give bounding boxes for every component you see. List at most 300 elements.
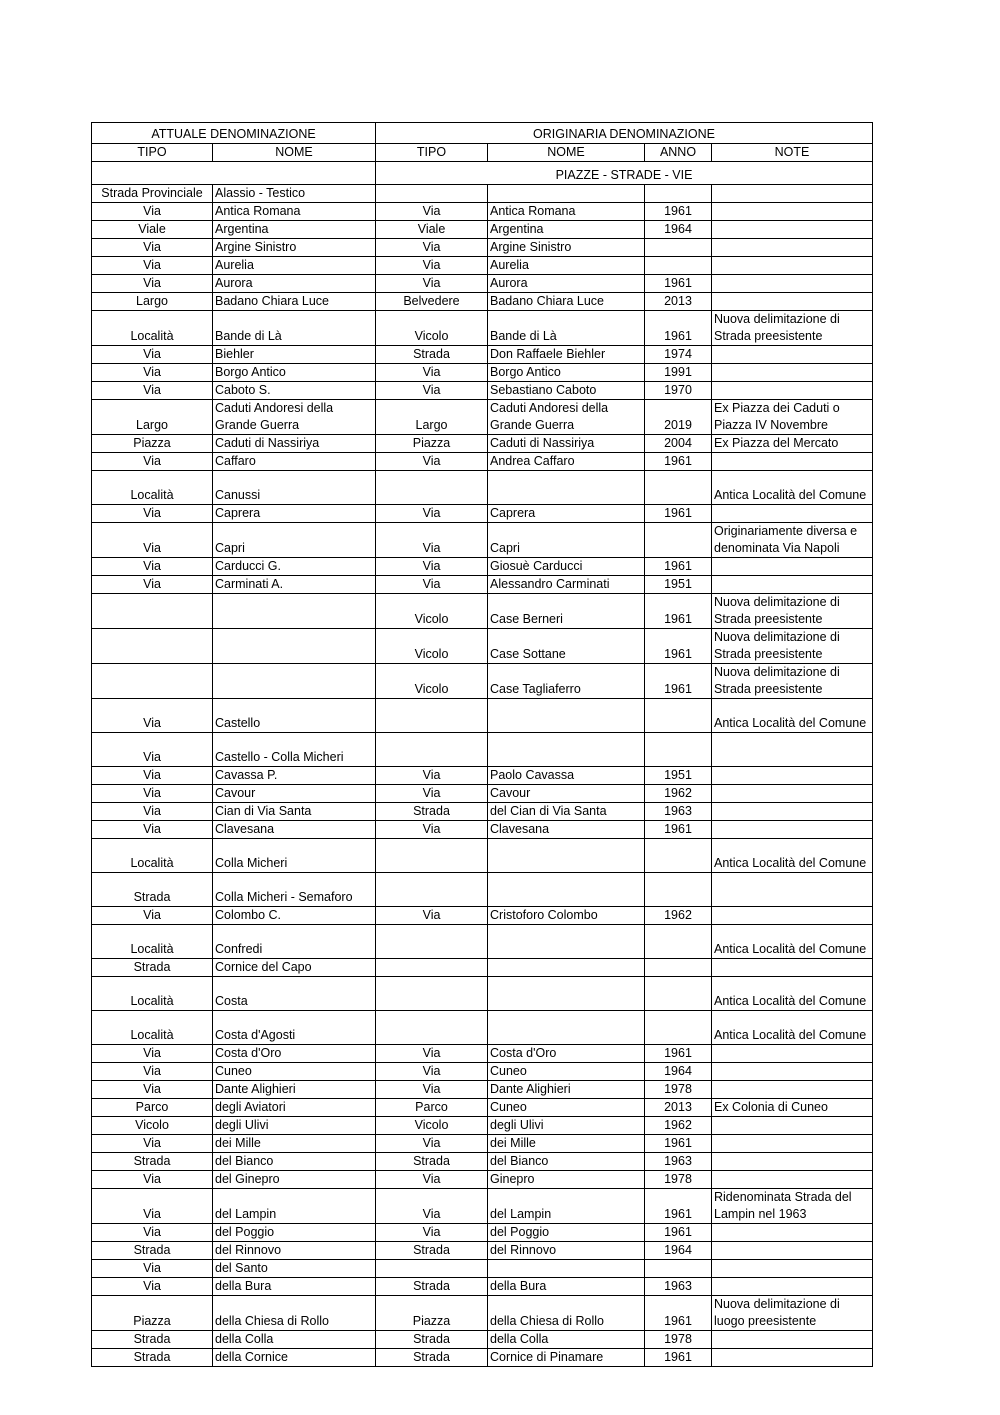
notes-cell: Ex Colonia di Cuneo (712, 1099, 873, 1117)
current-type-cell: Via (92, 1135, 213, 1153)
notes-cell (712, 1081, 873, 1099)
table-row (92, 977, 873, 1011)
current-type-cell: Parco (92, 1099, 213, 1117)
notes-cell (712, 959, 873, 977)
notes-cell (712, 453, 873, 471)
original-type-cell: Via (376, 203, 488, 221)
original-name-cell (488, 977, 645, 1011)
original-name-cell: Andrea Caffaro (488, 453, 645, 471)
notes-cell (712, 257, 873, 275)
original-name-cell: Case Tagliaferro (488, 664, 645, 699)
notes-cell (712, 558, 873, 576)
current-type-cell: Strada (92, 873, 213, 907)
year-cell (645, 1260, 712, 1278)
notes-cell (712, 203, 873, 221)
current-type-cell (92, 664, 213, 699)
year-cell (645, 185, 712, 203)
original-type-cell: Parco (376, 1099, 488, 1117)
current-type-cell: Via (92, 239, 213, 257)
current-name-cell: della Chiesa di Rollo (213, 1296, 376, 1331)
original-type-cell: Via (376, 257, 488, 275)
notes-cell: Antica Località del Comune (712, 699, 873, 733)
notes-cell (712, 1063, 873, 1081)
current-type-cell: Località (92, 977, 213, 1011)
notes-cell (712, 907, 873, 925)
col-header-year: ANNO (645, 144, 712, 162)
original-type-cell: Vicolo (376, 311, 488, 346)
year-cell: 1951 (645, 576, 712, 594)
notes-cell: Nuova delimitazione di Strada preesistente (712, 594, 873, 629)
table-row (92, 664, 873, 699)
current-name-cell: del Ginepro (213, 1171, 376, 1189)
original-type-cell: Via (376, 364, 488, 382)
original-type-cell: Vicolo (376, 594, 488, 629)
current-name-cell: Clavesana (213, 821, 376, 839)
year-cell (645, 925, 712, 959)
original-name-cell: Clavesana (488, 821, 645, 839)
original-type-cell: Via (376, 1081, 488, 1099)
notes-cell (712, 1117, 873, 1135)
original-name-cell: Caduti Andoresi della Grande Guerra (488, 400, 645, 435)
original-type-cell: Strada (376, 1278, 488, 1296)
year-cell: 1978 (645, 1081, 712, 1099)
notes-cell: Antica Località del Comune (712, 925, 873, 959)
current-type-cell: Viale (92, 221, 213, 239)
year-cell: 1961 (645, 505, 712, 523)
year-cell: 1964 (645, 1242, 712, 1260)
table-row (92, 1135, 873, 1153)
table-row (92, 257, 873, 275)
notes-cell: Antica Località del Comune (712, 977, 873, 1011)
current-type-cell: Largo (92, 293, 213, 311)
original-type-cell: Via (376, 785, 488, 803)
original-name-cell (488, 925, 645, 959)
current-name-cell: della Colla (213, 1331, 376, 1349)
original-type-cell: Via (376, 821, 488, 839)
year-cell (645, 977, 712, 1011)
year-cell: 1970 (645, 382, 712, 400)
current-type-cell: Piazza (92, 1296, 213, 1331)
table-row (92, 873, 873, 907)
current-name-cell: Colla Micheri - Semaforo (213, 873, 376, 907)
year-cell: 1961 (645, 275, 712, 293)
original-name-cell: Cornice di Pinamare (488, 1349, 645, 1367)
notes-cell: Antica Località del Comune (712, 839, 873, 873)
current-type-cell: Località (92, 1011, 213, 1045)
original-type-cell: Vicolo (376, 664, 488, 699)
notes-cell (712, 1278, 873, 1296)
current-type-cell: Via (92, 1278, 213, 1296)
original-name-cell: degli Ulivi (488, 1117, 645, 1135)
current-denomination-header: ATTUALE DENOMINAZIONE (92, 123, 376, 144)
notes-cell (712, 1153, 873, 1171)
current-name-cell: Argentina (213, 221, 376, 239)
notes-cell: Antica Località del Comune (712, 471, 873, 505)
group-header-row (92, 123, 873, 144)
table-row (92, 785, 873, 803)
year-cell (645, 733, 712, 767)
table-row (92, 821, 873, 839)
current-name-cell: della Bura (213, 1278, 376, 1296)
notes-cell (712, 821, 873, 839)
original-name-cell (488, 185, 645, 203)
original-type-cell: Strada (376, 1153, 488, 1171)
table-row (92, 1081, 873, 1099)
col-header-current-type: TIPO (92, 144, 213, 162)
year-cell (645, 1011, 712, 1045)
section-title: PIAZZE - STRADE - VIE (376, 162, 873, 185)
original-name-cell: Case Sottane (488, 629, 645, 664)
table-row (92, 1171, 873, 1189)
current-type-cell: Via (92, 1260, 213, 1278)
notes-cell (712, 1260, 873, 1278)
notes-cell (712, 1331, 873, 1349)
original-name-cell: del Cian di Via Santa (488, 803, 645, 821)
notes-cell (712, 576, 873, 594)
original-type-cell (376, 733, 488, 767)
table-row (92, 311, 873, 346)
original-name-cell: Cristoforo Colombo (488, 907, 645, 925)
year-cell: 2013 (645, 293, 712, 311)
year-cell: 1974 (645, 346, 712, 364)
table-body (92, 185, 873, 1367)
original-name-cell (488, 699, 645, 733)
year-cell (645, 699, 712, 733)
original-name-cell: Aurora (488, 275, 645, 293)
current-name-cell: Colombo C. (213, 907, 376, 925)
current-type-cell: Località (92, 471, 213, 505)
original-type-cell (376, 873, 488, 907)
original-type-cell (376, 699, 488, 733)
current-name-cell: dei Mille (213, 1135, 376, 1153)
original-name-cell: del Poggio (488, 1224, 645, 1242)
current-name-cell: Carducci G. (213, 558, 376, 576)
current-name-cell: Antica Romana (213, 203, 376, 221)
original-type-cell: Via (376, 767, 488, 785)
notes-cell (712, 382, 873, 400)
current-name-cell: Costa d'Oro (213, 1045, 376, 1063)
current-name-cell: del Rinnovo (213, 1242, 376, 1260)
notes-cell: Ex Piazza del Mercato (712, 435, 873, 453)
current-type-cell: Strada Provinciale (92, 185, 213, 203)
original-name-cell: Giosuè Carducci (488, 558, 645, 576)
table-row (92, 1260, 873, 1278)
notes-cell (712, 239, 873, 257)
original-type-cell: Via (376, 576, 488, 594)
table-row (92, 959, 873, 977)
current-type-cell: Via (92, 803, 213, 821)
original-name-cell: Cuneo (488, 1063, 645, 1081)
table-row (92, 839, 873, 873)
current-type-cell: Strada (92, 959, 213, 977)
notes-cell (712, 803, 873, 821)
original-name-cell (488, 733, 645, 767)
current-name-cell: Costa d'Agosti (213, 1011, 376, 1045)
original-name-cell: Dante Alighieri (488, 1081, 645, 1099)
year-cell: 1991 (645, 364, 712, 382)
original-name-cell: della Bura (488, 1278, 645, 1296)
notes-cell (712, 767, 873, 785)
current-type-cell: Via (92, 453, 213, 471)
original-type-cell: Strada (376, 1331, 488, 1349)
notes-cell (712, 1349, 873, 1367)
original-name-cell (488, 839, 645, 873)
year-cell: 1961 (645, 453, 712, 471)
year-cell: 1951 (645, 767, 712, 785)
notes-cell (712, 873, 873, 907)
year-cell: 1961 (645, 558, 712, 576)
current-type-cell: Località (92, 925, 213, 959)
notes-cell (712, 364, 873, 382)
current-type-cell: Via (92, 1224, 213, 1242)
current-type-cell: Località (92, 839, 213, 873)
current-name-cell: della Cornice (213, 1349, 376, 1367)
current-name-cell: Confredi (213, 925, 376, 959)
table-row (92, 382, 873, 400)
original-type-cell (376, 471, 488, 505)
table-row (92, 203, 873, 221)
current-type-cell: Via (92, 346, 213, 364)
table-row (92, 1189, 873, 1224)
table-row (92, 1331, 873, 1349)
current-name-cell: Caffaro (213, 453, 376, 471)
current-type-cell: Via (92, 1171, 213, 1189)
current-name-cell: Caboto S. (213, 382, 376, 400)
year-cell: 1964 (645, 221, 712, 239)
current-name-cell: Caduti Andoresi della Grande Guerra (213, 400, 376, 435)
original-type-cell (376, 977, 488, 1011)
notes-cell (712, 1224, 873, 1242)
current-name-cell: Cavassa P. (213, 767, 376, 785)
notes-cell (712, 505, 873, 523)
year-cell: 1961 (645, 594, 712, 629)
current-type-cell: Via (92, 1045, 213, 1063)
current-name-cell: Aurora (213, 275, 376, 293)
table-row (92, 453, 873, 471)
current-name-cell: Costa (213, 977, 376, 1011)
year-cell: 1961 (645, 1224, 712, 1242)
current-type-cell: Via (92, 1063, 213, 1081)
current-type-cell: Via (92, 257, 213, 275)
year-cell (645, 239, 712, 257)
original-type-cell (376, 959, 488, 977)
original-name-cell: Paolo Cavassa (488, 767, 645, 785)
current-name-cell (213, 664, 376, 699)
original-type-cell: Strada (376, 1242, 488, 1260)
table-row (92, 629, 873, 664)
table-row (92, 1224, 873, 1242)
table-row (92, 221, 873, 239)
notes-cell (712, 1045, 873, 1063)
notes-cell: Nuova delimitazione di Strada preesistente (712, 311, 873, 346)
year-cell: 1961 (645, 203, 712, 221)
original-name-cell: Caduti di Nassiriya (488, 435, 645, 453)
current-type-cell: Via (92, 523, 213, 558)
current-type-cell: Via (92, 505, 213, 523)
current-name-cell: del Santo (213, 1260, 376, 1278)
current-name-cell: Caduti di Nassiriya (213, 435, 376, 453)
year-cell: 1961 (645, 1189, 712, 1224)
original-name-cell: Caprera (488, 505, 645, 523)
year-cell: 1978 (645, 1171, 712, 1189)
original-type-cell: Via (376, 1063, 488, 1081)
current-type-cell (92, 594, 213, 629)
current-type-cell: Via (92, 785, 213, 803)
original-name-cell: del Bianco (488, 1153, 645, 1171)
column-header-row (92, 144, 873, 162)
original-name-cell (488, 1260, 645, 1278)
notes-cell (712, 275, 873, 293)
original-name-cell: Capri (488, 523, 645, 558)
col-header-original-type: TIPO (376, 144, 488, 162)
original-type-cell: Via (376, 523, 488, 558)
current-name-cell: Alassio - Testico (213, 185, 376, 203)
year-cell: 1961 (645, 311, 712, 346)
original-type-cell: Largo (376, 400, 488, 435)
section-row (92, 162, 873, 185)
current-type-cell: Via (92, 558, 213, 576)
original-name-cell: Cuneo (488, 1099, 645, 1117)
year-cell (645, 959, 712, 977)
table-row (92, 1296, 873, 1331)
current-type-cell: Via (92, 364, 213, 382)
current-name-cell: Biehler (213, 346, 376, 364)
notes-cell: Nuova delimitazione di Strada preesistente (712, 664, 873, 699)
current-name-cell: del Bianco (213, 1153, 376, 1171)
table-row (92, 1011, 873, 1045)
original-name-cell: Argine Sinistro (488, 239, 645, 257)
notes-cell (712, 1171, 873, 1189)
original-type-cell (376, 839, 488, 873)
original-denomination-header: ORIGINARIA DENOMINAZIONE (376, 123, 873, 144)
current-type-cell (92, 629, 213, 664)
original-name-cell: Ginepro (488, 1171, 645, 1189)
table-row (92, 925, 873, 959)
current-type-cell: Strada (92, 1331, 213, 1349)
table-row (92, 594, 873, 629)
table-row (92, 523, 873, 558)
original-type-cell: Belvedere (376, 293, 488, 311)
original-type-cell: Vicolo (376, 629, 488, 664)
current-name-cell: Badano Chiara Luce (213, 293, 376, 311)
current-type-cell: Strada (92, 1153, 213, 1171)
notes-cell (712, 733, 873, 767)
notes-cell: Originariamente diversa e denominata Via Napoli (712, 523, 873, 558)
table-row (92, 505, 873, 523)
original-type-cell (376, 1011, 488, 1045)
current-name-cell: Castello (213, 699, 376, 733)
original-name-cell: Bande di Là (488, 311, 645, 346)
original-name-cell: Cavour (488, 785, 645, 803)
table-row (92, 400, 873, 435)
current-name-cell: Carminati A. (213, 576, 376, 594)
current-name-cell: Capri (213, 523, 376, 558)
current-type-cell: Piazza (92, 435, 213, 453)
original-name-cell (488, 1011, 645, 1045)
year-cell: 2004 (645, 435, 712, 453)
original-type-cell: Via (376, 558, 488, 576)
original-type-cell: Via (376, 382, 488, 400)
current-name-cell: Cavour (213, 785, 376, 803)
table-row (92, 293, 873, 311)
original-name-cell: Badano Chiara Luce (488, 293, 645, 311)
current-type-cell: Via (92, 1081, 213, 1099)
current-name-cell: Borgo Antico (213, 364, 376, 382)
current-name-cell: Argine Sinistro (213, 239, 376, 257)
table-row (92, 185, 873, 203)
year-cell: 1964 (645, 1063, 712, 1081)
current-type-cell: Largo (92, 400, 213, 435)
table-row (92, 435, 873, 453)
original-type-cell: Piazza (376, 435, 488, 453)
year-cell: 1961 (645, 1045, 712, 1063)
table-row (92, 1349, 873, 1367)
notes-cell (712, 785, 873, 803)
current-name-cell: Dante Alighieri (213, 1081, 376, 1099)
current-name-cell: Cuneo (213, 1063, 376, 1081)
notes-cell (712, 221, 873, 239)
original-name-cell: del Lampin (488, 1189, 645, 1224)
year-cell: 1963 (645, 1153, 712, 1171)
table-row (92, 907, 873, 925)
original-type-cell: Strada (376, 1349, 488, 1367)
current-name-cell: Canussi (213, 471, 376, 505)
original-type-cell: Via (376, 1189, 488, 1224)
original-name-cell: Costa d'Oro (488, 1045, 645, 1063)
year-cell: 1961 (645, 1135, 712, 1153)
year-cell: 1962 (645, 785, 712, 803)
table-row (92, 471, 873, 505)
table-row (92, 1153, 873, 1171)
notes-cell: Nuova delimitazione di luogo preesistente (712, 1296, 873, 1331)
original-name-cell: Sebastiano Caboto (488, 382, 645, 400)
year-cell: 1961 (645, 664, 712, 699)
original-type-cell (376, 925, 488, 959)
current-name-cell: Cian di Via Santa (213, 803, 376, 821)
original-type-cell (376, 1260, 488, 1278)
street-names-table (91, 122, 873, 1367)
notes-cell (712, 293, 873, 311)
year-cell: 2013 (645, 1099, 712, 1117)
original-name-cell: della Chiesa di Rollo (488, 1296, 645, 1331)
original-type-cell: Via (376, 1171, 488, 1189)
table-row (92, 699, 873, 733)
original-name-cell: Borgo Antico (488, 364, 645, 382)
current-name-cell: del Poggio (213, 1224, 376, 1242)
original-name-cell (488, 959, 645, 977)
year-cell: 1961 (645, 629, 712, 664)
original-name-cell: Aurelia (488, 257, 645, 275)
table-row (92, 1242, 873, 1260)
current-type-cell: Via (92, 907, 213, 925)
current-name-cell: Cornice del Capo (213, 959, 376, 977)
table-row (92, 364, 873, 382)
table-row (92, 1063, 873, 1081)
current-type-cell: Vicolo (92, 1117, 213, 1135)
notes-cell (712, 1135, 873, 1153)
current-type-cell: Via (92, 699, 213, 733)
table-row (92, 239, 873, 257)
year-cell: 1978 (645, 1331, 712, 1349)
table-row (92, 275, 873, 293)
year-cell (645, 257, 712, 275)
table-row (92, 733, 873, 767)
original-type-cell: Via (376, 239, 488, 257)
section-spacer (92, 162, 376, 185)
original-name-cell: della Colla (488, 1331, 645, 1349)
year-cell: 1961 (645, 1349, 712, 1367)
original-name-cell: del Rinnovo (488, 1242, 645, 1260)
